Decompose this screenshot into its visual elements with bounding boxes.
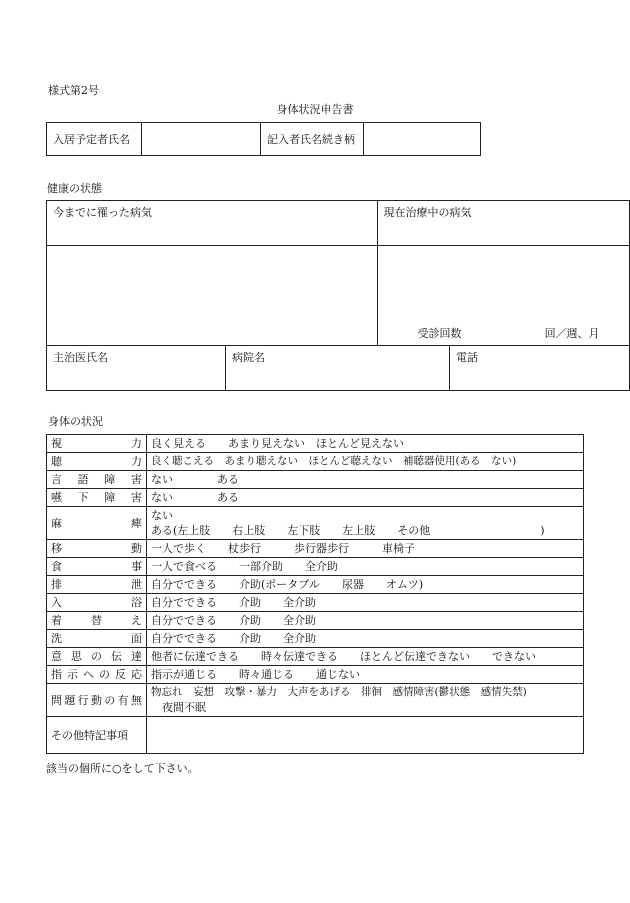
row-other-notes — [47, 717, 584, 754]
bathing-options[interactable]: 自分でできる 介助 全介助 — [147, 594, 584, 612]
document-title: 身体状況申告書 — [276, 103, 354, 116]
face-washing-options[interactable]: 自分でできる 介助 全介助 — [147, 630, 584, 648]
row-speech — [47, 471, 584, 489]
speech-disorder-label: 言 語 障 害 — [47, 471, 147, 489]
form-number: 様式第2号 — [48, 84, 99, 97]
hospital-name-label: 病院名 — [226, 346, 450, 391]
eating-options[interactable]: 一人で食べる 一部介助 全介助 — [147, 558, 584, 576]
communication-options[interactable]: 他者に伝達できる 時々伝達できる ほとんど伝達できない できない — [147, 648, 584, 666]
row-paralysis — [47, 507, 584, 540]
vision-label: 視 力 — [47, 435, 147, 453]
paralysis-options-line2: ある(左上肢 右上肢 左下肢 左上肢 その他 ) — [151, 524, 545, 537]
row-eating — [47, 558, 584, 576]
row-behavior — [47, 684, 584, 717]
current-treatment-label: 現在治療中の病気 — [377, 201, 629, 246]
writer-name-label: 記入者氏名続き柄 — [261, 123, 364, 156]
paralysis-label: 麻 痺 — [47, 507, 147, 540]
problem-behavior-options-line1: 物忘れ 妄想 攻撃・暴力 大声をあげる 徘徊 感情障害(鬱状態 感情失禁) — [151, 686, 527, 698]
swallowing-disorder-options[interactable]: ない ある — [147, 489, 584, 507]
eating-label: 食 事 — [47, 558, 147, 576]
health-section-heading: 健康の状態 — [47, 182, 102, 195]
health-table — [46, 200, 630, 391]
other-notes-label: その他特記事項 — [47, 717, 147, 754]
body-status-table — [46, 434, 584, 754]
row-excretion — [47, 576, 584, 594]
footer-instruction: 該当の個所に○をして下さい。 — [46, 762, 199, 775]
resident-name-label: 入居予定者氏名 — [47, 123, 142, 156]
bathing-label: 入 浴 — [47, 594, 147, 612]
instruction-response-label: 指 示 へ の 反 応 — [47, 666, 147, 684]
past-illness-field[interactable] — [47, 246, 378, 346]
row-dressing — [47, 612, 584, 630]
communication-label: 意 思 の 伝 達 — [47, 648, 147, 666]
row-communication — [47, 648, 584, 666]
excretion-label: 排 泄 — [47, 576, 147, 594]
body-section-heading: 身体の状況 — [48, 415, 103, 428]
doctor-name-label: 主治医氏名 — [47, 346, 226, 391]
vision-options[interactable]: 良く見える あまり見えない ほとんど見えない — [147, 435, 584, 453]
row-vision — [47, 435, 584, 453]
problem-behavior-label: 問 題 行 動 の 有 無 — [47, 684, 147, 717]
current-treatment-field[interactable] — [377, 246, 629, 346]
row-swallowing — [47, 489, 584, 507]
swallowing-disorder-label: 嚥 下 障 害 — [47, 489, 147, 507]
row-response — [47, 666, 584, 684]
row-washing — [47, 630, 584, 648]
past-illness-label: 今までに罹った病気 — [47, 201, 378, 246]
excretion-options[interactable]: 自分でできる 介助(ポータブル 尿器 オムツ) — [147, 576, 584, 594]
resident-name-field[interactable] — [142, 123, 261, 156]
dressing-label: 着 替 え — [47, 612, 147, 630]
other-notes-field[interactable] — [147, 717, 584, 754]
row-hearing — [47, 453, 584, 471]
speech-disorder-options[interactable]: ない ある — [147, 471, 584, 489]
hearing-options[interactable]: 良く聴こえる あまり聴えない ほとんど聴えない 補聴器使用(ある ない) — [147, 453, 584, 471]
mobility-label: 移 動 — [47, 540, 147, 558]
applicant-table — [46, 122, 481, 156]
writer-name-field[interactable] — [364, 123, 481, 156]
row-mobility — [47, 540, 584, 558]
instruction-response-options[interactable]: 指示が通じる 時々通じる 通じない — [147, 666, 584, 684]
paralysis-options-line1: ない — [151, 509, 173, 522]
problem-behavior-options-line2: 夜間不眠 — [151, 701, 206, 714]
paralysis-options[interactable] — [147, 507, 584, 540]
phone-label: 電話 — [450, 346, 630, 391]
problem-behavior-options[interactable] — [147, 684, 584, 717]
visit-count-unit: 回／週、月 — [544, 327, 600, 340]
face-washing-label: 洗 面 — [47, 630, 147, 648]
dressing-options[interactable]: 自分でできる 介助 全介助 — [147, 612, 584, 630]
visit-count-label: 受診回数 — [417, 327, 462, 340]
hearing-label: 聴 力 — [47, 453, 147, 471]
mobility-options[interactable]: 一人で歩く 杖歩行 歩行器歩行 車椅子 — [147, 540, 584, 558]
row-bathing — [47, 594, 584, 612]
